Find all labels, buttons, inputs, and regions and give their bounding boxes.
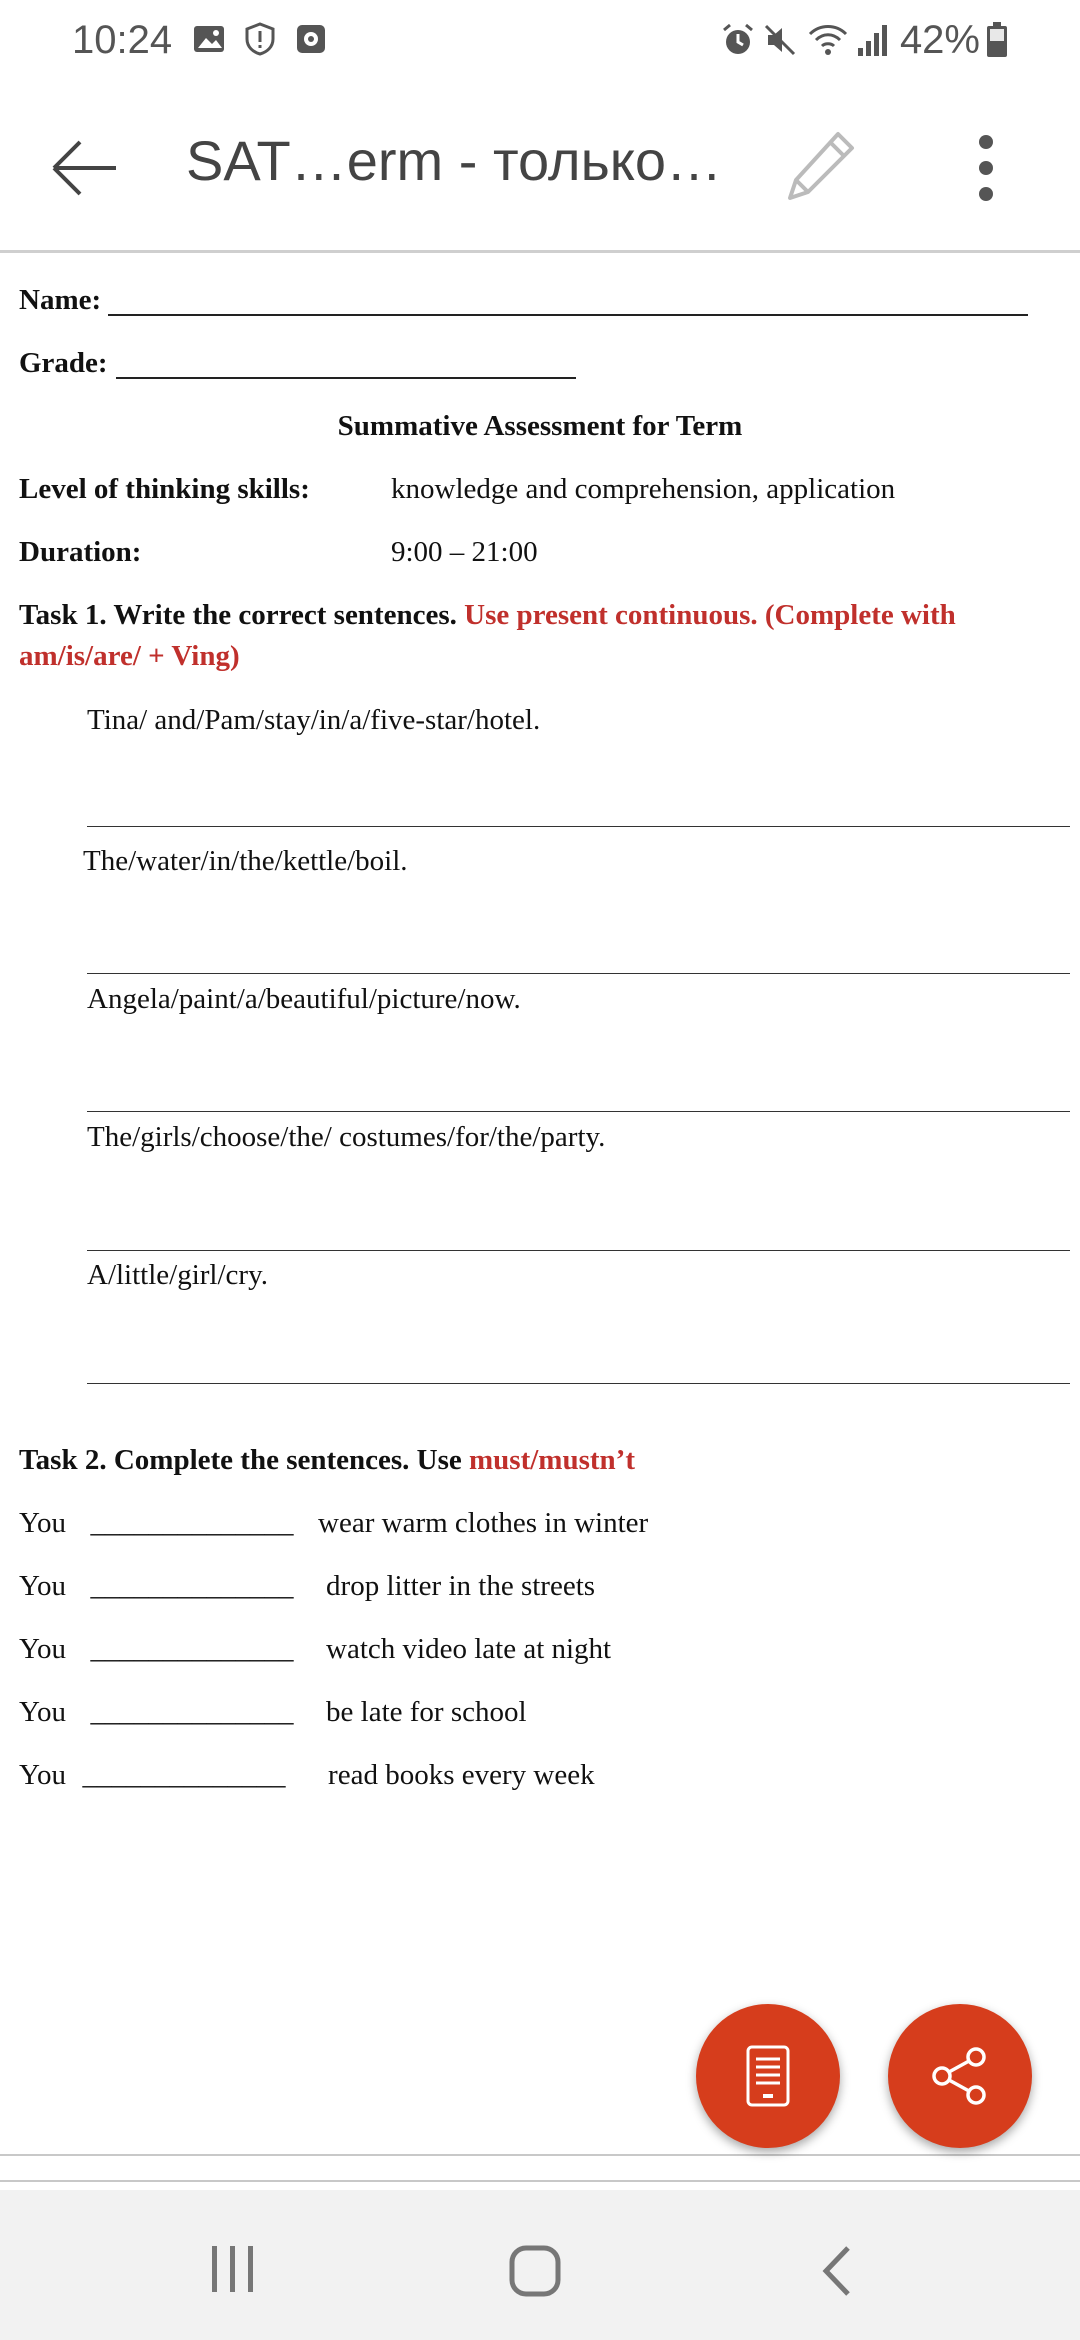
task1-instruction-cont: am/is/are/ + Ving) [19, 640, 240, 672]
answer-line [87, 973, 1070, 974]
task2-blank: ______________ [90, 1570, 294, 1602]
task2-subject: You [19, 1696, 67, 1728]
mobile-view-icon [740, 2044, 796, 2108]
task2-subject: You [19, 1570, 67, 1602]
task2-item [19, 1507, 648, 1540]
task1-sentence: Tina/ and/Pam/stay/in/a/five-star/hotel. [87, 704, 541, 736]
page-edge [0, 2154, 1080, 2156]
mute-icon [762, 22, 796, 56]
task2-subject: You [19, 1633, 67, 1665]
signal-icon [856, 22, 890, 56]
task2-prefix: Task 2. Complete the sentences. Use [19, 1444, 470, 1476]
task2-rest: read books every week [328, 1759, 595, 1791]
name-label: Name: [19, 284, 102, 316]
task2-blank: ______________ [90, 1633, 294, 1665]
task2-subject: You [19, 1507, 67, 1539]
answer-line [87, 1250, 1070, 1251]
task2-rest: watch video late at night [326, 1633, 612, 1665]
page-edge [0, 2180, 1080, 2182]
task2-highlight: must/mustn’t [469, 1444, 635, 1476]
grade-label: Grade: [19, 347, 108, 379]
task1-prefix: Task 1. Write the correct sentences. [19, 599, 465, 631]
task2-blank: ______________ [82, 1759, 286, 1791]
battery-icon [986, 22, 1008, 63]
task1-sentence: The/girls/choose/the/ costumes/for/the/party. [87, 1121, 606, 1153]
answer-line [87, 826, 1070, 827]
back-chevron-icon[interactable] [818, 2244, 858, 2298]
task1-title [19, 599, 956, 632]
document-title: SAT…erm - только… [186, 129, 723, 192]
duration-label: Duration: [19, 536, 142, 568]
status-time: 10:24 [72, 18, 173, 62]
answer-line [87, 1383, 1070, 1384]
task2-item [19, 1633, 611, 1666]
level-label: Level of thinking skills: [19, 473, 310, 505]
task2-rest: wear warm clothes in winter [318, 1507, 649, 1539]
task1-sentence: The/water/in/the/kettle/boil. [83, 845, 408, 877]
battery-percentage: 42% [899, 18, 980, 62]
task2-item [19, 1570, 595, 1603]
pencil-icon[interactable] [780, 126, 860, 206]
back-arrow-icon[interactable] [46, 130, 122, 206]
grade-underline [116, 377, 576, 379]
shield-alert-icon [243, 22, 277, 56]
task2-rest: be late for school [326, 1696, 527, 1728]
task2-item [19, 1696, 527, 1729]
share-button[interactable] [888, 2004, 1032, 2148]
name-underline [108, 314, 1028, 316]
task2-blank: ______________ [90, 1507, 294, 1539]
document-heading: Summative Assessment for Term [337, 410, 743, 442]
task2-blank: ______________ [90, 1696, 294, 1728]
task2-title [19, 1444, 635, 1477]
share-icon [928, 2044, 992, 2108]
alarm-icon [720, 22, 754, 56]
gallery-icon [192, 22, 226, 56]
screen-record-icon [294, 22, 328, 56]
task2-item [19, 1759, 595, 1792]
app-bar-divider [0, 250, 1080, 253]
duration-value: 9:00 – 21:00 [391, 536, 538, 568]
more-vertical-icon[interactable] [966, 132, 1006, 204]
task1-sentence: A/little/girl/cry. [87, 1259, 268, 1291]
task2-rest: drop litter in the streets [326, 1570, 596, 1602]
level-value: knowledge and comprehension, application [391, 473, 896, 505]
home-icon[interactable] [508, 2244, 562, 2298]
answer-line [87, 1111, 1070, 1112]
recents-icon[interactable] [206, 2244, 260, 2294]
mobile-view-button[interactable] [696, 2004, 840, 2148]
task2-subject: You [19, 1759, 67, 1791]
task1-instruction: Use present continuous. (Complete with [464, 599, 956, 631]
task1-sentence: Angela/paint/a/beautiful/picture/now. [87, 983, 521, 1015]
wifi-icon [808, 22, 842, 56]
